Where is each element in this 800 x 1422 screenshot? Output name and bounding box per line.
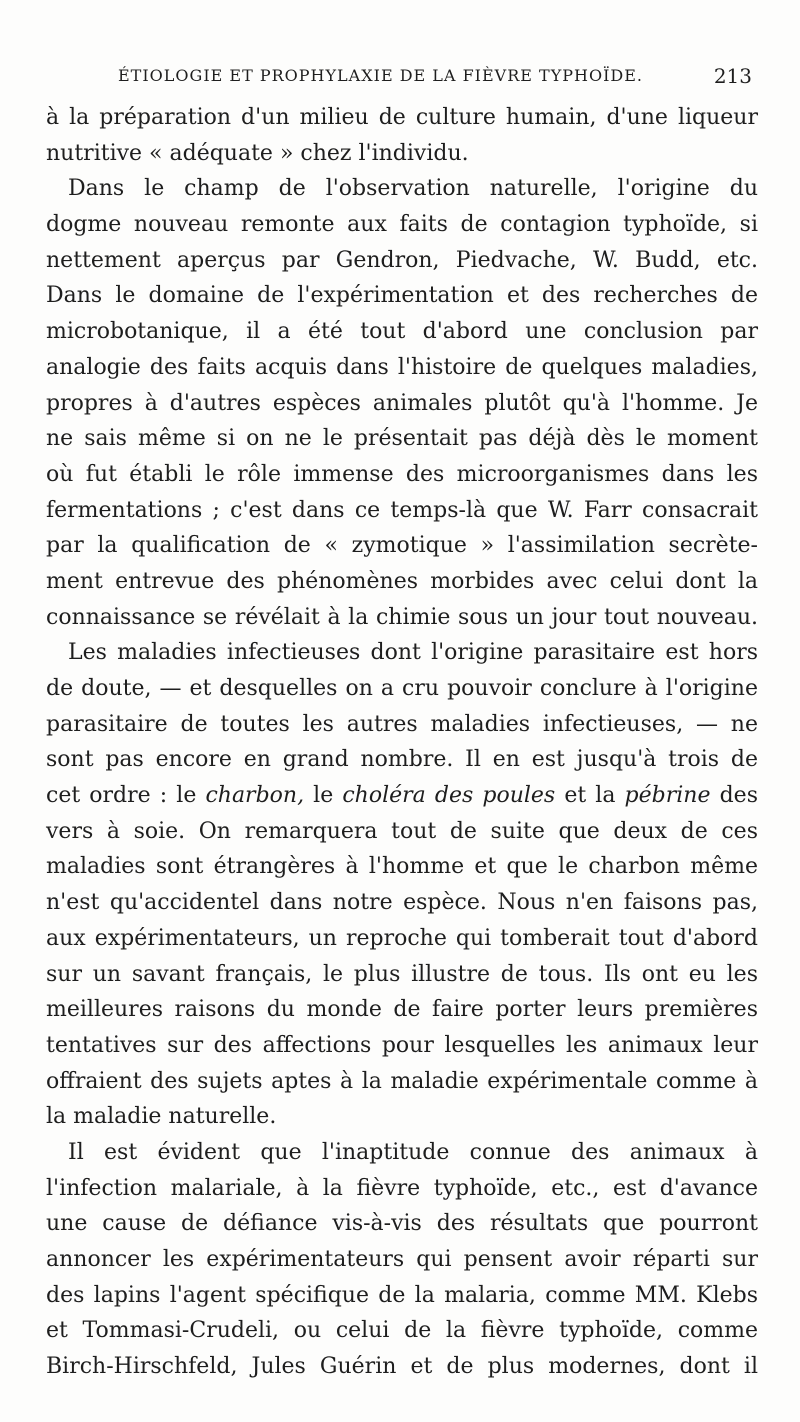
italic-term-pebrine: pébrine: [624, 783, 711, 809]
text-line: vers à soie. On remarquera tout de suite que deux de ces: [46, 818, 758, 844]
text-line: n'est qu'accidentel dans notre espèce. Nous n'en faisons pas,: [46, 890, 758, 916]
text-line: de doute, — et desquelles on a cru pouvoir conclure à l'origine: [46, 676, 758, 701]
text-line: connaissance se révélait à la chimie sous un jour tout nouveau.: [46, 604, 758, 630]
paragraph-start-line: Il est évident que l'inaptitude connue des animaux à: [68, 1139, 758, 1165]
text-line: Dans le domaine de l'expérimentation et des recherches de: [46, 283, 758, 309]
italic-term-cholera: choléra des poules: [342, 783, 556, 809]
text-line: maladies sont étrangères à l'homme et que le charbon même: [46, 854, 758, 880]
text-line: fermentations ; c'est dans ce temps-là que W. Farr consacrait: [46, 497, 758, 523]
text-line: à la préparation d'un milieu de culture humain, d'une liqueur: [46, 105, 758, 130]
text-line: dogme nouveau remonte aux faits de contagion typhoïde, si: [46, 212, 758, 238]
text-segment: le: [304, 783, 343, 809]
text-line: et Tommasi-Crudeli, ou celui de la fièvre typhoïde, comme: [46, 1318, 758, 1344]
text-segment: et la: [555, 783, 625, 809]
text-line: par la qualification de « zymotique » l'assimilation secrète-: [46, 533, 758, 559]
text-line: meilleures raisons du monde de faire porter leurs premières: [46, 997, 758, 1023]
text-line: offraient des sujets aptes à la maladie expérimentale comme à: [46, 1068, 758, 1094]
text-line: microbotanique, il a été tout d'abord une conclusion par: [46, 319, 758, 345]
text-line: propres à d'autres espèces animales plutôt qu'à l'homme. Je: [46, 390, 758, 416]
text-line: où fut établi le rôle immense des microorganismes dans les: [46, 461, 758, 487]
text-line: Birch-Hirschfeld, Jules Guérin et de plus modernes, dont il: [46, 1354, 758, 1380]
text-line: analogie des faits acquis dans l'histoire de quelques maladies,: [46, 354, 758, 380]
text-line: annoncer les expérimentateurs qui pensent avoir réparti sur: [46, 1247, 758, 1272]
text-segment: des: [710, 783, 758, 809]
paragraph-start-line: Dans le champ de l'observation naturelle, l'origine du: [68, 176, 758, 202]
text-line: la maladie naturelle.: [46, 1104, 277, 1130]
paragraph-start-line: Les maladies infectieuses dont l'origine parasitaire est hors: [68, 640, 758, 666]
text-line: des lapins l'agent spécifique de la malaria, comme MM. Klebs: [46, 1282, 758, 1308]
page-number: 213: [713, 64, 752, 88]
italic-term-charbon: charbon,: [205, 783, 305, 809]
text-line: une cause de défiance vis-à-vis des résultats que pourront: [46, 1211, 758, 1237]
text-line-with-italics: [46, 778, 758, 814]
text-line: l'infection malariale, à la fièvre typhoïde, etc., est d'avance: [46, 1175, 758, 1201]
running-head: [40, 64, 760, 92]
text-line: aux expérimentateurs, un reproche qui tomberait tout d'abord: [46, 925, 758, 951]
text-line: sur un savant français, le plus illustre de tous. Ils ont eu les: [46, 961, 758, 987]
text-line: tentatives sur des affections pour lesquelles les animaux leur: [46, 1032, 758, 1058]
running-title: ÉTIOLOGIE ET PROPHYLAXIE DE LA FIÈVRE TYPHOÏDE.: [118, 66, 644, 85]
text-line: parasitaire de toutes les autres maladies infectieuses, — ne: [46, 711, 758, 737]
text-line: nutritive « adéquate » chez l'individu.: [46, 140, 469, 166]
text-segment: cet ordre : le: [46, 783, 206, 809]
text-line: sont pas encore en grand nombre. Il en est jusqu'à trois de: [46, 747, 758, 773]
text-line: ne sais même si on ne le présentait pas déjà dès le moment: [46, 426, 758, 452]
body-text: [46, 100, 758, 1385]
text-line: nettement aperçus par Gendron, Piedvache, W. Budd, etc.: [46, 247, 758, 273]
text-line: ment entrevue des phénomènes morbides avec celui dont la: [46, 568, 758, 594]
